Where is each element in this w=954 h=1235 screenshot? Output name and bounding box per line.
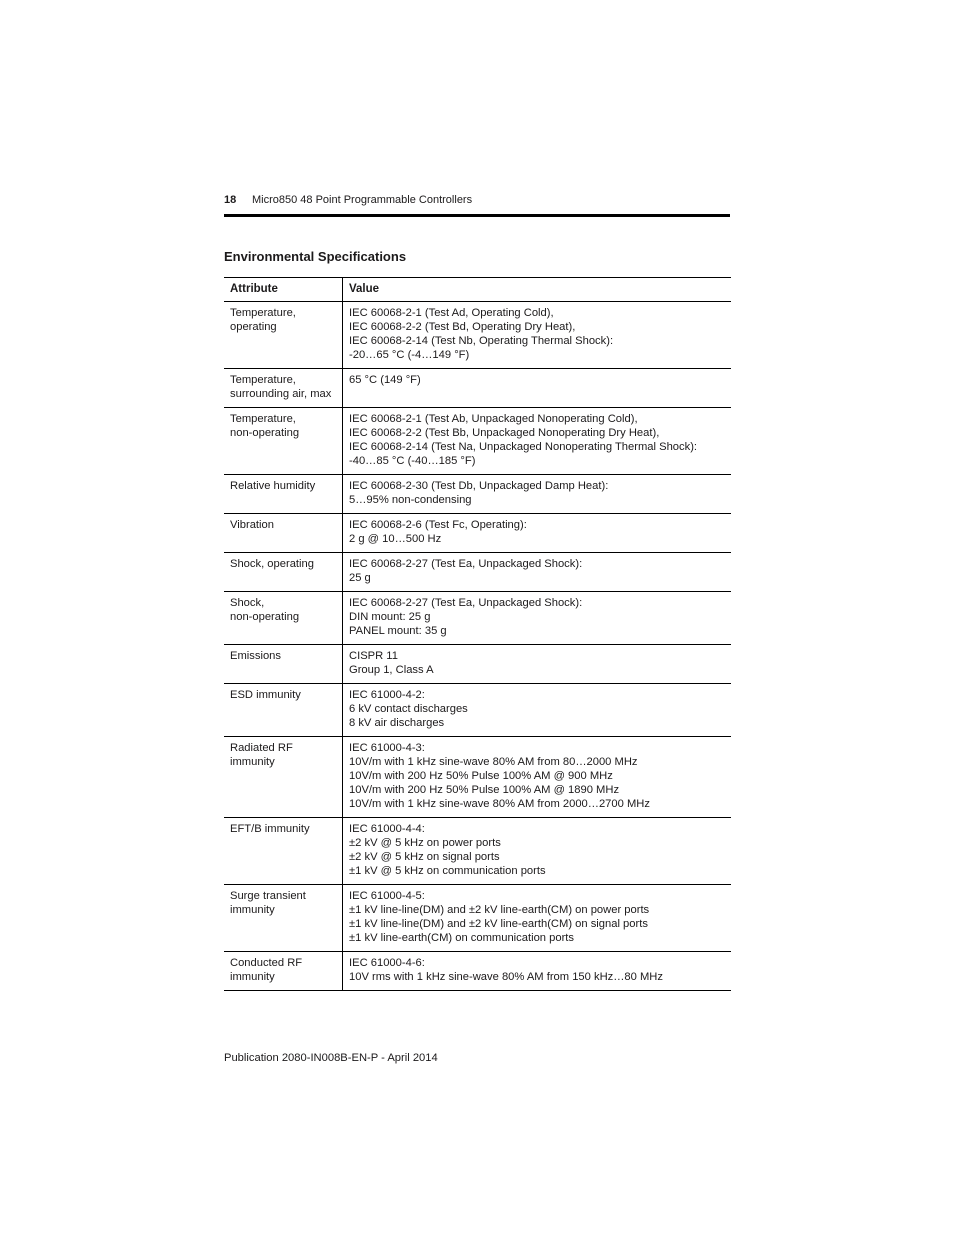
- value-cell: [343, 645, 731, 683]
- table-row: [224, 553, 731, 592]
- value-line: ±1 kV @ 5 kHz on communication ports: [349, 865, 546, 877]
- attribute-cell: [224, 553, 343, 591]
- value-line: CISPR 11: [349, 650, 398, 662]
- table-row: [224, 818, 731, 885]
- table-row: [224, 514, 731, 553]
- attribute-line: operating: [230, 321, 277, 333]
- attribute-line: immunity: [230, 904, 275, 916]
- value-line: IEC 60068-2-6 (Test Fc, Operating):: [349, 519, 527, 531]
- table-row: [224, 737, 731, 818]
- value-cell: [343, 369, 731, 407]
- value-line: 10V/m with 1 kHz sine-wave 80% AM from 80…2000 MHz: [349, 756, 638, 768]
- value-line: IEC 60068-2-14 (Test Nb, Operating Thermal Shock):: [349, 335, 614, 347]
- value-line: ±1 kV line-line(DM) and ±2 kV line-earth(CM) on signal ports: [349, 918, 648, 930]
- value-line: 65 °C (149 °F): [349, 374, 421, 386]
- attribute-line: immunity: [230, 756, 275, 768]
- header-rule: [224, 214, 730, 217]
- table-row: [224, 592, 731, 645]
- value-line: 2 g @ 10…500 Hz: [349, 533, 442, 545]
- attribute-line: Radiated RF: [230, 742, 293, 754]
- attribute-cell: [224, 408, 343, 474]
- attribute-line: ESD immunity: [230, 689, 301, 701]
- value-line: IEC 60068-2-14 (Test Na, Unpackaged Nonoperating Thermal Shock):: [349, 441, 698, 453]
- value-cell: [343, 408, 731, 474]
- value-line: 10V/m with 200 Hz 50% Pulse 100% AM @ 900 MHz: [349, 770, 613, 782]
- value-cell: [343, 737, 731, 817]
- value-line: IEC 60068-2-27 (Test Ea, Unpackaged Shock):: [349, 558, 583, 570]
- value-line: 10V/m with 1 kHz sine-wave 80% AM from 2000…2700 MHz: [349, 798, 650, 810]
- value-line: IEC 61000-4-6:: [349, 957, 425, 969]
- attribute-line: Vibration: [230, 519, 274, 531]
- attribute-cell: [224, 302, 343, 368]
- attribute-cell: [224, 475, 343, 513]
- specifications-table: [224, 277, 731, 991]
- value-line: -20…65 °C (-4…149 °F): [349, 349, 470, 361]
- table-row: [224, 645, 731, 684]
- attribute-line: non-operating: [230, 427, 300, 439]
- value-line: IEC 60068-2-1 (Test Ab, Unpackaged Nonoperating Cold),: [349, 413, 638, 425]
- table-row: [224, 952, 731, 991]
- value-line: ±1 kV line-line(DM) and ±2 kV line-earth(CM) on power ports: [349, 904, 650, 916]
- table-row: [224, 369, 731, 408]
- table-row: [224, 475, 731, 514]
- running-header: [224, 193, 472, 207]
- section-title: Environmental Specifications: [224, 249, 407, 264]
- table-row: [224, 684, 731, 737]
- value-line: ±1 kV line-earth(CM) on communication ports: [349, 932, 575, 944]
- value-line: IEC 60068-2-1 (Test Ad, Operating Cold),: [349, 307, 554, 319]
- table-header-row: [224, 278, 731, 302]
- attribute-line: Shock, operating: [230, 558, 314, 570]
- attribute-line: Temperature,: [230, 413, 296, 425]
- attribute-line: immunity: [230, 971, 275, 983]
- column-header-value: Value: [349, 283, 380, 295]
- value-line: DIN mount: 25 g: [349, 611, 431, 623]
- attribute-cell: [224, 645, 343, 683]
- value-line: 10V rms with 1 kHz sine-wave 80% AM from 150 kHz…80 MHz: [349, 971, 663, 983]
- value-cell: [343, 553, 731, 591]
- attribute-line: Temperature,: [230, 307, 296, 319]
- table-row: [224, 408, 731, 475]
- value-line: IEC 61000-4-3:: [349, 742, 425, 754]
- value-line: 25 g: [349, 572, 371, 584]
- attribute-line: Shock,: [230, 597, 265, 609]
- value-line: IEC 61000-4-5:: [349, 890, 425, 902]
- publication-footer: Publication 2080-IN008B-EN-P - April 2014: [224, 1052, 438, 1064]
- attribute-line: non-operating: [230, 611, 300, 623]
- value-line: IEC 61000-4-2:: [349, 689, 425, 701]
- attribute-line: Relative humidity: [230, 480, 316, 492]
- attribute-cell: [224, 514, 343, 552]
- attribute-line: surrounding air, max: [230, 388, 332, 400]
- value-cell: [343, 818, 731, 884]
- value-line: ±2 kV @ 5 kHz on signal ports: [349, 851, 500, 863]
- value-line: IEC 60068-2-27 (Test Ea, Unpackaged Shock):: [349, 597, 583, 609]
- value-cell: [343, 514, 731, 552]
- page-number: 18: [224, 194, 237, 206]
- attribute-line: Temperature,: [230, 374, 296, 386]
- attribute-cell: [224, 818, 343, 884]
- value-line: IEC 60068-2-2 (Test Bd, Operating Dry Heat),: [349, 321, 576, 333]
- value-cell: [343, 475, 731, 513]
- value-line: IEC 61000-4-4:: [349, 823, 425, 835]
- attribute-line: Surge transient: [230, 890, 306, 902]
- value-line: 6 kV contact discharges: [349, 703, 468, 715]
- value-line: Group 1, Class A: [349, 664, 434, 676]
- column-header-attribute: Attribute: [224, 278, 343, 301]
- value-cell: [343, 592, 731, 644]
- attribute-cell: [224, 592, 343, 644]
- table-row: [224, 302, 731, 369]
- attribute-line: Emissions: [230, 650, 281, 662]
- value-line: IEC 60068-2-30 (Test Db, Unpackaged Damp Heat):: [349, 480, 609, 492]
- attribute-line: EFT/B immunity: [230, 823, 310, 835]
- value-line: ±2 kV @ 5 kHz on power ports: [349, 837, 501, 849]
- attribute-cell: [224, 369, 343, 407]
- attribute-cell: [224, 952, 343, 990]
- value-line: PANEL mount: 35 g: [349, 625, 447, 637]
- attribute-line: Conducted RF: [230, 957, 303, 969]
- value-line: IEC 60068-2-2 (Test Bb, Unpackaged Nonoperating Dry Heat),: [349, 427, 660, 439]
- running-header-title: Micro850 48 Point Programmable Controllers: [252, 194, 473, 206]
- attribute-cell: [224, 885, 343, 951]
- attribute-cell: [224, 737, 343, 817]
- table-row: [224, 885, 731, 952]
- value-cell: [343, 302, 731, 368]
- value-cell: [343, 952, 731, 990]
- value-line: 5…95% non-condensing: [349, 494, 472, 506]
- value-cell: [343, 684, 731, 736]
- attribute-cell: [224, 684, 343, 736]
- value-cell: [343, 885, 731, 951]
- value-line: 10V/m with 200 Hz 50% Pulse 100% AM @ 1890 MHz: [349, 784, 620, 796]
- value-line: -40…85 °C (-40…185 °F): [349, 455, 476, 467]
- value-line: 8 kV air discharges: [349, 717, 445, 729]
